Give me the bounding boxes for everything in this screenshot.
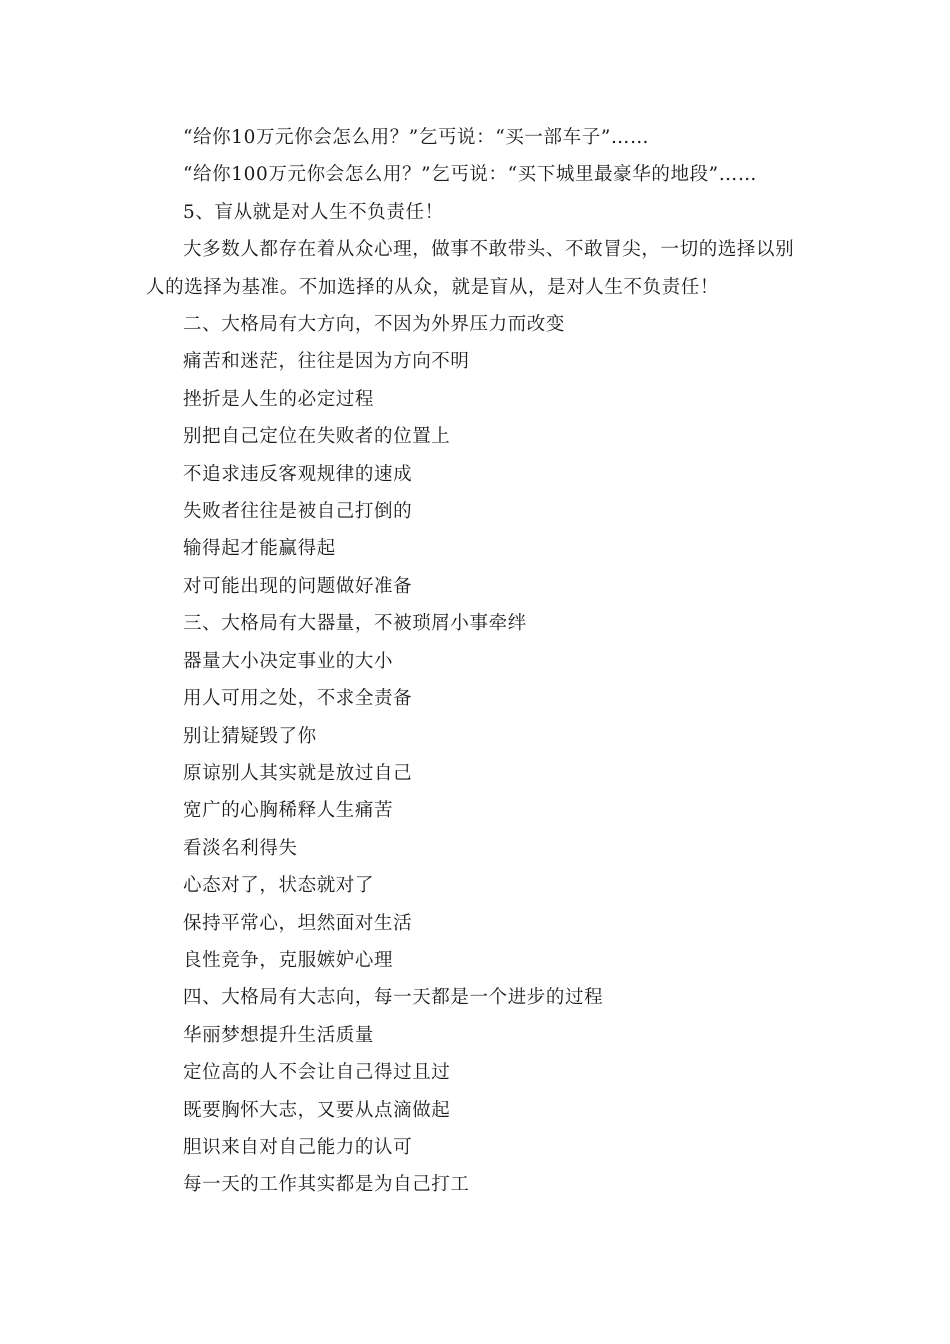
section-heading: 四、大格局有大志向，每一天都是一个进步的过程 (183, 987, 604, 1009)
paragraph: 别把自己定位在失败者的位置上 (183, 426, 451, 448)
paragraph: 胆识来自对自己能力的认可 (183, 1136, 413, 1158)
paragraph: 定位高的人不会让自己得过且过 (183, 1062, 451, 1084)
paragraph: 保持平常心，坦然面对生活 (183, 912, 413, 934)
paragraph: 心态对了，状态就对了 (183, 875, 375, 897)
paragraph: 失败者往往是被自己打倒的 (183, 501, 413, 523)
paragraph: “给你100万元你会怎么用？”乞丐说：“买下城里最豪华的地段”…… (183, 164, 757, 186)
paragraph: “给你10万元你会怎么用？”乞丐说：“买一部车子”…… (183, 127, 650, 148)
paragraph: 原谅别人其实就是放过自己 (183, 762, 413, 784)
document-body (146, 119, 806, 1204)
paragraph: 华丽梦想提升生活质量 (183, 1024, 375, 1046)
paragraph: 宽广的心胸稀释人生痛苦 (183, 800, 394, 822)
paragraph: 别让猜疑毁了你 (183, 725, 317, 747)
paragraph: 痛苦和迷茫，往往是因为方向不明 (183, 351, 470, 373)
paragraph: 用人可用之处，不求全责备 (183, 688, 413, 710)
paragraph: 看淡名利得失 (183, 837, 298, 859)
paragraph: 大多数人都存在着从众心理，做事不敢带头、不敢冒尖，一切的选择以别人的选择为基准。不加选择的从众，就是盲从，是对人生不负责任！ (146, 239, 795, 298)
paragraph: 5、盲从就是对人生不负责任！ (183, 201, 444, 223)
paragraph: 不追求违反客观规律的速成 (183, 463, 413, 485)
paragraph: 器量大小决定事业的大小 (183, 650, 394, 672)
paragraph: 良性竞争，克服嫉妒心理 (183, 949, 394, 971)
paragraph: 输得起才能赢得起 (183, 538, 336, 560)
paragraph: 每一天的工作其实都是为自己打工 (183, 1174, 470, 1196)
section-heading: 三、大格局有大器量，不被琐屑小事牵绊 (183, 613, 527, 635)
paragraph: 既要胸怀大志，又要从点滴做起 (183, 1099, 451, 1121)
section-heading: 二、大格局有大方向，不因为外界压力而改变 (183, 314, 566, 336)
paragraph: 挫折是人生的必定过程 (183, 388, 375, 410)
paragraph: 对可能出现的问题做好准备 (183, 575, 413, 597)
